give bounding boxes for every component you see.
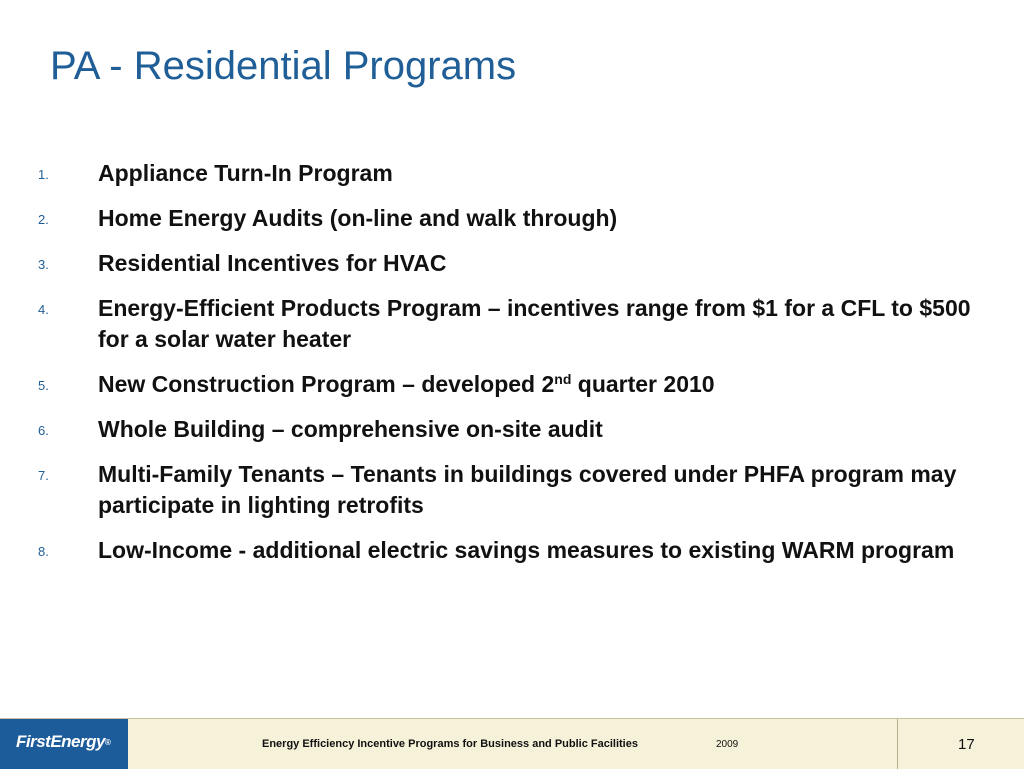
footer-caption: Energy Efficiency Incentive Programs for Business and Public Facilities bbox=[262, 738, 638, 750]
item-text: Residential Incentives for HVAC bbox=[98, 250, 447, 276]
item-text: Low-Income - additional electric savings measures to existing WARM program bbox=[98, 537, 955, 563]
list-item bbox=[38, 535, 998, 566]
item-text: Home Energy Audits (on-line and walk through) bbox=[98, 205, 618, 231]
list-item bbox=[38, 248, 998, 279]
list-item bbox=[38, 203, 998, 234]
item-text bbox=[98, 369, 998, 400]
item-text: Energy-Efficient Products Program – incentives range from $1 for a CFL to $500 for a solar water heater bbox=[98, 295, 971, 352]
list-item bbox=[38, 369, 998, 400]
program-list bbox=[38, 158, 998, 580]
item-number: 5. bbox=[38, 378, 49, 393]
item-number: 6. bbox=[38, 423, 49, 438]
footer-year: 2009 bbox=[716, 739, 739, 750]
item-number: 4. bbox=[38, 302, 49, 317]
list-item bbox=[38, 158, 998, 189]
ordinal-superscript: nd bbox=[554, 371, 572, 387]
item-text-after: quarter 2010 bbox=[571, 371, 715, 397]
slide-title: PA - Residential Programs bbox=[50, 44, 517, 88]
item-number: 3. bbox=[38, 257, 49, 272]
item-text-before: New Construction Program – developed 2 bbox=[98, 371, 555, 397]
list-item bbox=[38, 293, 998, 355]
item-number: 8. bbox=[38, 544, 49, 559]
slide-footer bbox=[0, 718, 1024, 769]
item-number: 2. bbox=[38, 212, 49, 227]
page-number: 17 bbox=[958, 736, 975, 753]
item-number: 7. bbox=[38, 468, 49, 483]
logo-text: FirstEnergy® bbox=[16, 732, 111, 751]
item-text: Whole Building – comprehensive on-site audit bbox=[98, 416, 603, 442]
list-item bbox=[38, 459, 998, 521]
list-item bbox=[38, 414, 998, 445]
item-text: Appliance Turn-In Program bbox=[98, 160, 393, 186]
firstenergy-logo bbox=[0, 719, 128, 769]
footer-divider bbox=[897, 719, 898, 769]
item-text: Multi-Family Tenants – Tenants in buildings covered under PHFA program may participate in lighting retrofits bbox=[98, 461, 957, 518]
registered-mark: ® bbox=[104, 738, 111, 747]
item-number: 1. bbox=[38, 167, 49, 182]
